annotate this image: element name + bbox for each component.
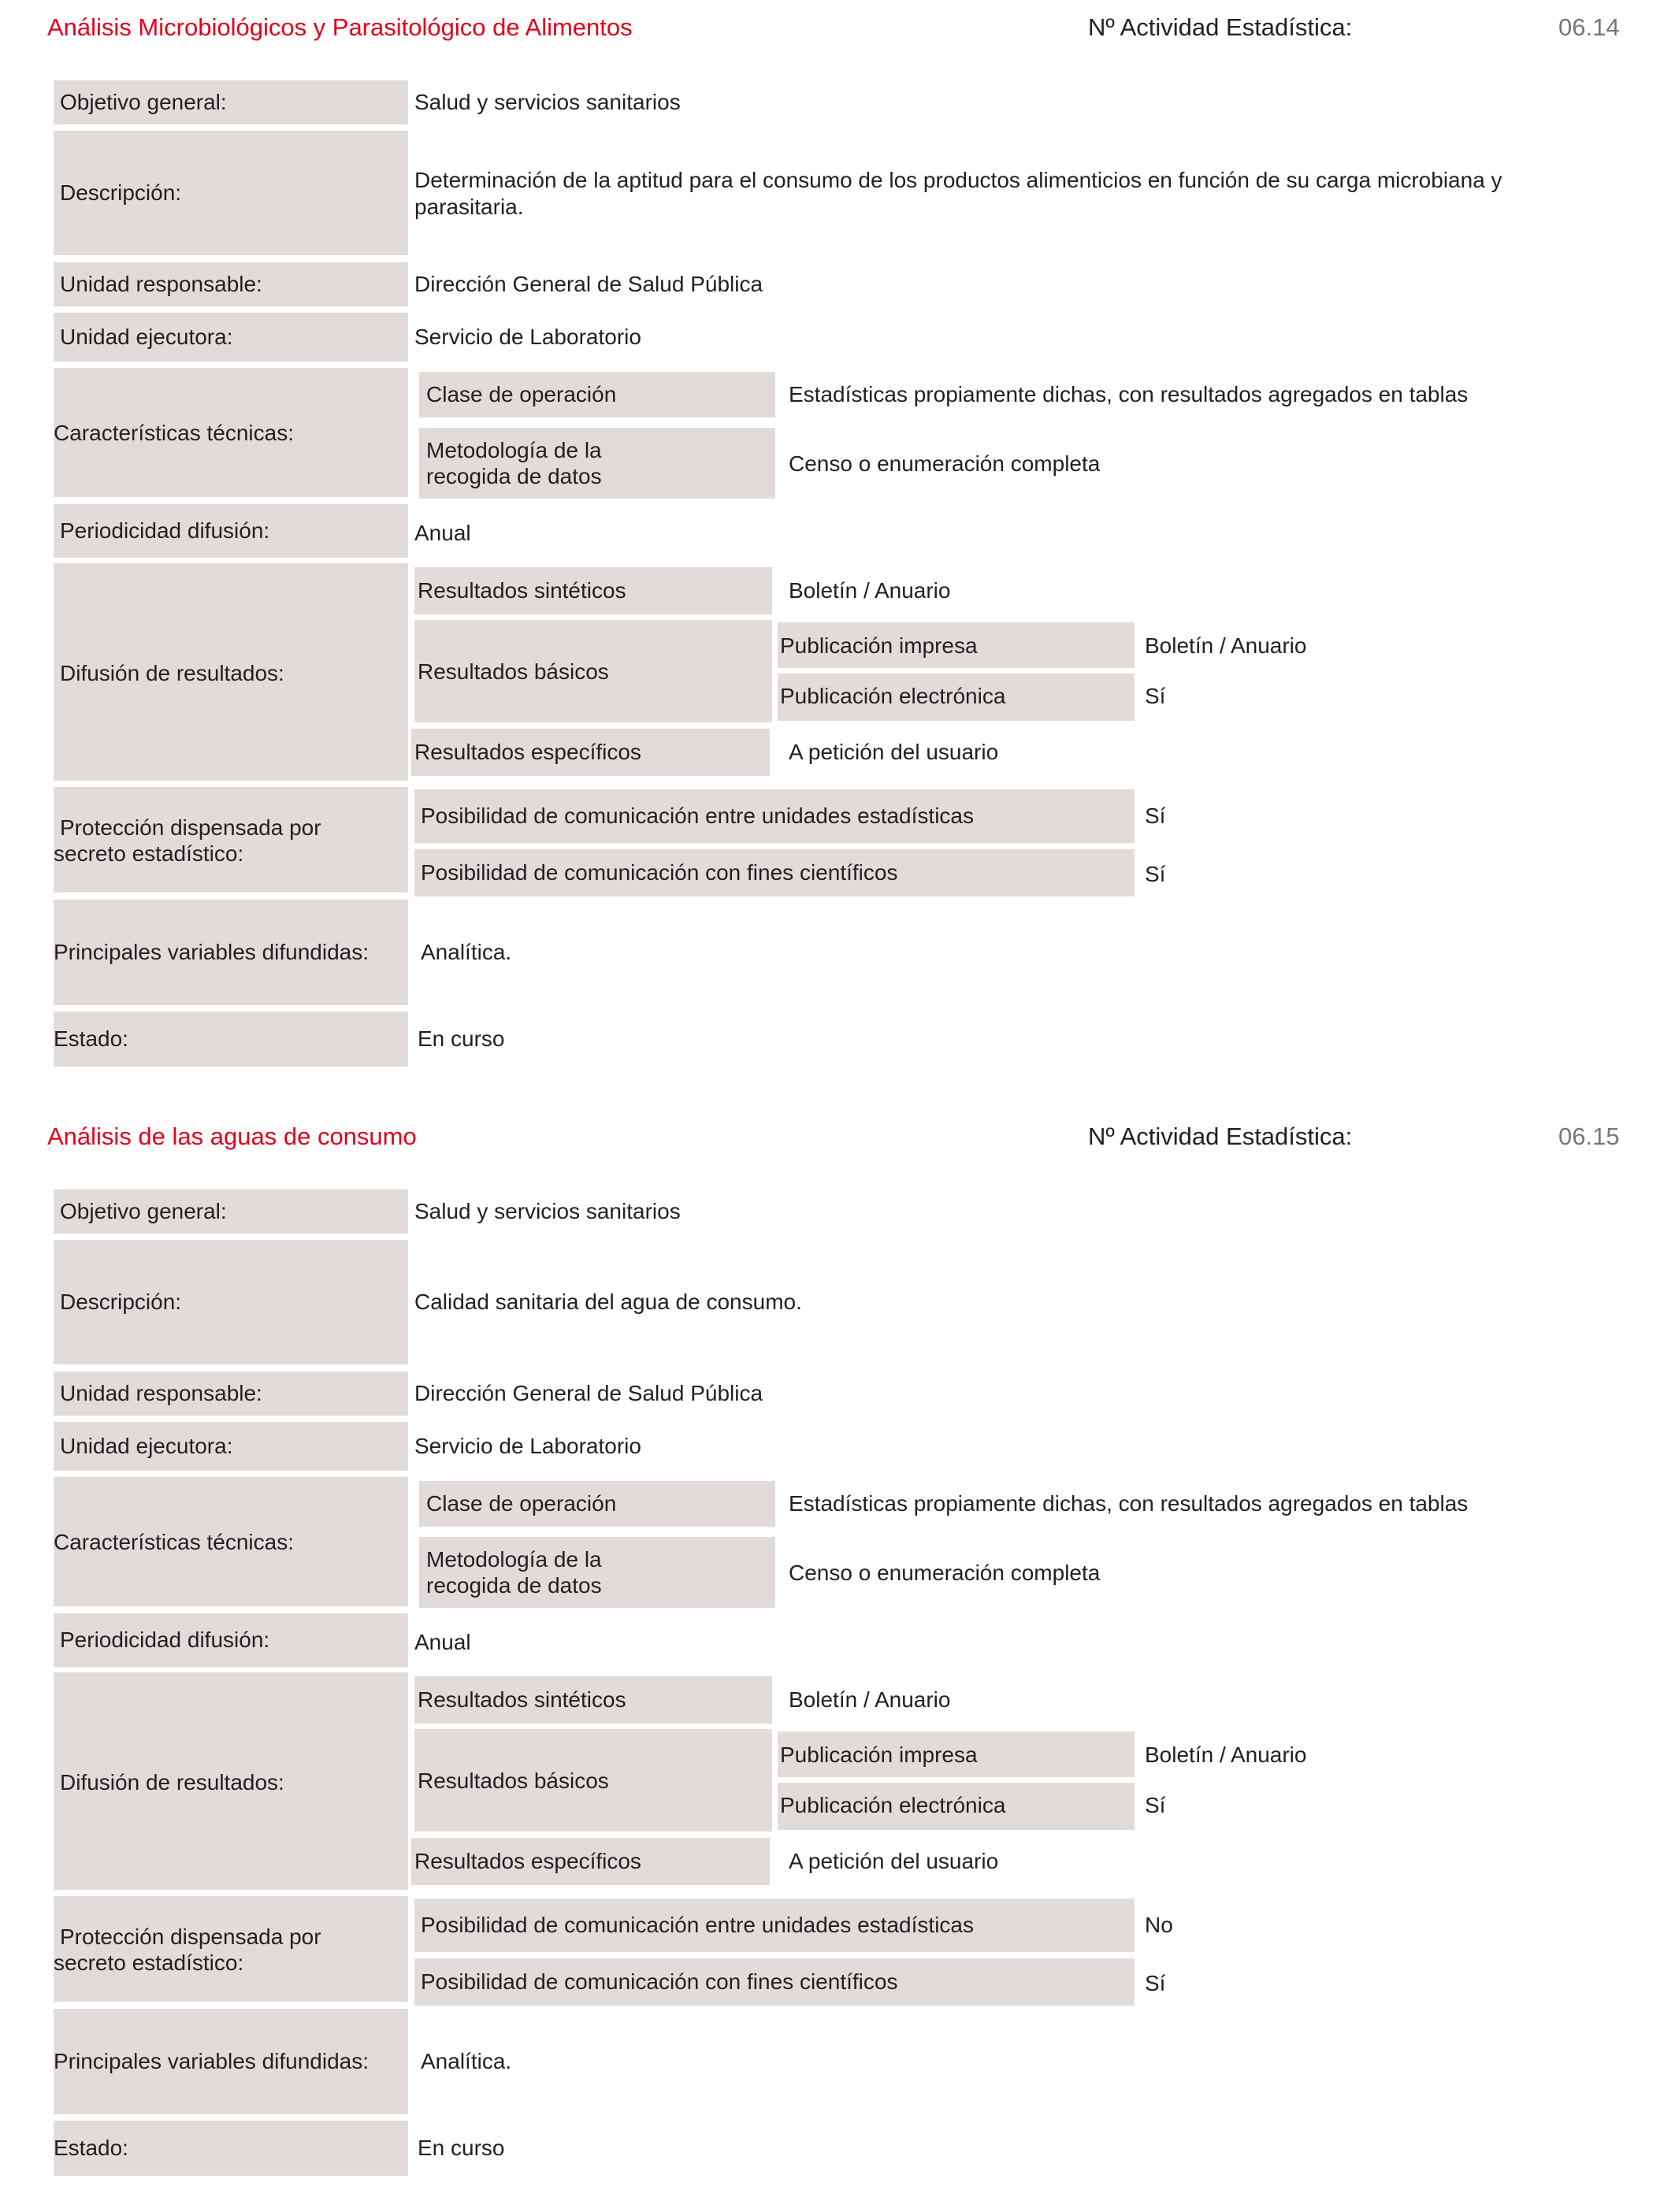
variables-label: Principales variables difundidas: — [54, 940, 369, 964]
unidad-ejecutora-label: Unidad ejecutora: — [60, 1434, 233, 1458]
unidad-responsable-label: Unidad responsable: — [60, 1381, 262, 1405]
caracteristicas-label: Características técnicas: — [54, 421, 294, 445]
basicos-label: Resultados básicos — [418, 1768, 609, 1793]
especificos-value: A petición del usuario — [789, 1849, 999, 1873]
electronica-value: Sí — [1145, 1793, 1166, 1817]
caracteristicas-label: Características técnicas: — [54, 1530, 294, 1554]
impresa-label: Publicación impresa — [780, 1743, 978, 1767]
especificos-label: Resultados específicos — [414, 740, 641, 764]
metodologia-label-line1: Metodología de la — [426, 438, 602, 462]
proteccion-label-line2: secreto estadístico: — [54, 1950, 244, 1975]
variables-value: Analítica. — [421, 2049, 512, 2073]
activity-number: 06.14 — [1558, 13, 1620, 41]
electronica-label: Publicación electrónica — [780, 684, 1006, 708]
cientificos-label: Posibilidad de comunicación con fines científicos — [421, 1969, 898, 1994]
objetivo-value: Salud y servicios sanitarios — [414, 1199, 681, 1223]
objetivo-label: Objetivo general: — [60, 1199, 227, 1223]
metodologia-label-line1: Metodología de la — [426, 1547, 602, 1572]
activity-title: Análisis de las aguas de consumo — [47, 1123, 417, 1150]
especificos-value: A petición del usuario — [789, 740, 999, 764]
clase-operacion-value: Estadísticas propiamente dichas, con resultados agregados en tablas — [789, 1491, 1469, 1516]
sinteticos-label: Resultados sintéticos — [418, 578, 626, 603]
electronica-value: Sí — [1145, 684, 1166, 708]
descripcion-label: Descripción: — [60, 180, 182, 205]
objetivo-label: Objetivo general: — [60, 90, 227, 114]
variables-label: Principales variables difundidas: — [54, 2049, 369, 2073]
cientificos-value: Sí — [1145, 862, 1166, 886]
sinteticos-value: Boletín / Anuario — [789, 1687, 951, 1712]
estado-label: Estado: — [54, 2136, 128, 2160]
cientificos-value: Sí — [1145, 1971, 1166, 1995]
estado-value: En curso — [418, 2136, 505, 2160]
descripcion-value: Calidad sanitaria del agua de consumo. — [414, 1290, 802, 1314]
variables-value: Analítica. — [421, 940, 512, 964]
metodologia-label-line2: recogida de datos — [426, 1573, 602, 1598]
basicos-label: Resultados básicos — [418, 659, 609, 684]
estado-value: En curso — [418, 1026, 505, 1051]
periodicidad-label: Periodicidad difusión: — [60, 1627, 270, 1652]
unidades-value: Sí — [1145, 804, 1166, 828]
clase-operacion-label: Clase de operación — [426, 382, 617, 406]
especificos-label: Resultados específicos — [414, 1849, 641, 1873]
clase-operacion-label: Clase de operación — [426, 1491, 617, 1516]
periodicidad-value: Anual — [414, 521, 471, 545]
unidad-ejecutora-value: Servicio de Laboratorio — [414, 1434, 641, 1458]
activity-section — [0, 0, 1675, 1103]
proteccion-label-line1: Protección dispensada por — [60, 1924, 321, 1949]
difusion-label: Difusión de resultados: — [60, 1770, 284, 1794]
objetivo-value: Salud y servicios sanitarios — [414, 90, 681, 114]
descripcion-value: Determinación de la aptitud para el consumo de los productos alimenticios en función de su carga microbiana y parasitaria. — [414, 168, 1502, 219]
metodologia-value: Censo o enumeración completa — [789, 451, 1101, 476]
proteccion-label-line2: secreto estadístico: — [54, 841, 244, 866]
activity-number: 06.15 — [1558, 1123, 1620, 1150]
unidad-ejecutora-value: Servicio de Laboratorio — [414, 325, 641, 349]
unidades-label: Posibilidad de comunicación entre unidades estadísticas — [421, 1913, 974, 1937]
proteccion-label-line1: Protección dispensada por — [60, 815, 321, 840]
unidades-label: Posibilidad de comunicación entre unidades estadísticas — [421, 804, 974, 828]
unidad-responsable-value: Dirección General de Salud Pública — [414, 272, 763, 296]
electronica-label: Publicación electrónica — [780, 1793, 1006, 1817]
impresa-value: Boletín / Anuario — [1145, 633, 1307, 658]
impresa-label: Publicación impresa — [780, 633, 978, 658]
impresa-value: Boletín / Anuario — [1145, 1743, 1307, 1767]
clase-operacion-value: Estadísticas propiamente dichas, con resultados agregados en tablas — [789, 382, 1469, 406]
activity-section — [0, 1109, 1675, 2212]
unidad-responsable-label: Unidad responsable: — [60, 272, 262, 296]
unidad-ejecutora-label: Unidad ejecutora: — [60, 325, 233, 349]
metodologia-value: Censo o enumeración completa — [789, 1561, 1101, 1585]
activity-number-label: Nº Actividad Estadística: — [1088, 13, 1353, 41]
periodicidad-value: Anual — [414, 1630, 471, 1654]
sinteticos-value: Boletín / Anuario — [789, 578, 951, 603]
sinteticos-label: Resultados sintéticos — [418, 1687, 626, 1712]
difusion-label: Difusión de resultados: — [60, 661, 284, 685]
activity-number-label: Nº Actividad Estadística: — [1088, 1123, 1353, 1150]
periodicidad-label: Periodicidad difusión: — [60, 518, 270, 543]
estado-label: Estado: — [54, 1026, 128, 1051]
descripcion-label: Descripción: — [60, 1290, 182, 1314]
unidades-value: No — [1145, 1913, 1173, 1937]
cientificos-label: Posibilidad de comunicación con fines científicos — [421, 860, 898, 885]
activity-title: Análisis Microbiológicos y Parasitológico de Alimentos — [47, 13, 633, 41]
unidad-responsable-value: Dirección General de Salud Pública — [414, 1381, 763, 1405]
metodologia-label-line2: recogida de datos — [426, 464, 602, 488]
